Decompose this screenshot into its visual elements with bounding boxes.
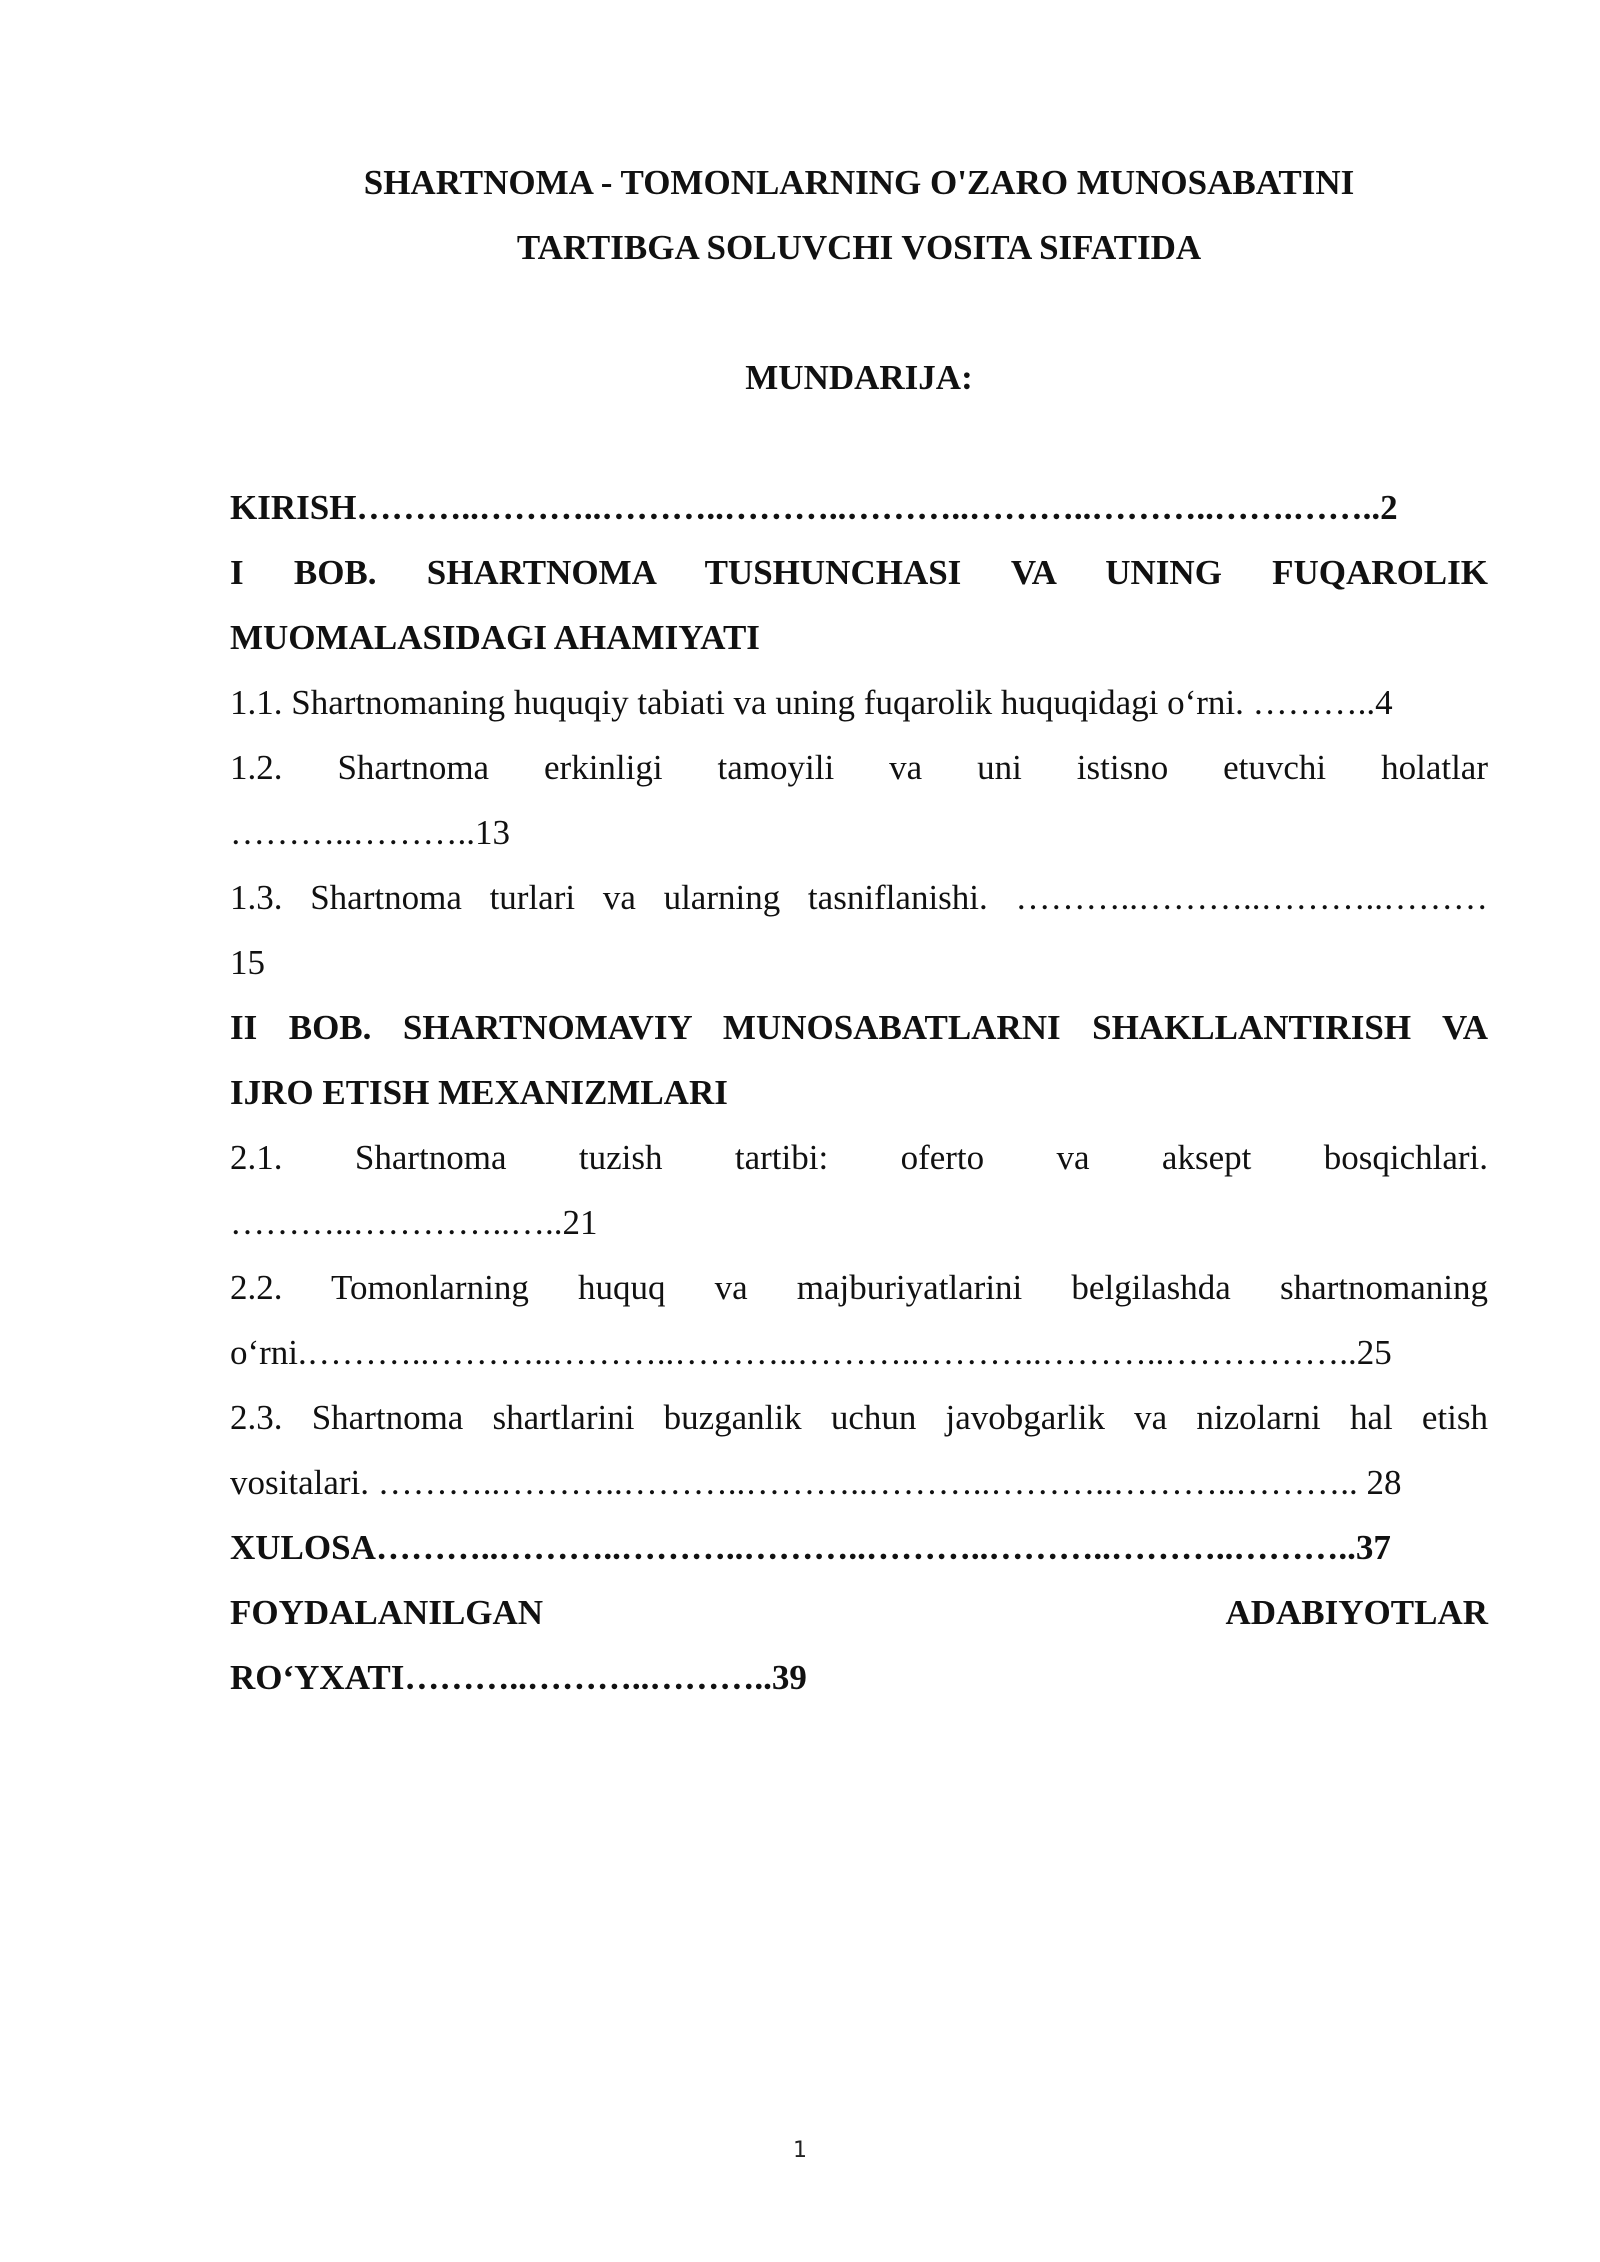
table-of-contents [230,475,1488,1710]
toc-section-2-3-line-2: vositalari. ………..………..………..………..………..………..………..……….. 28 [230,1463,1402,1502]
toc-section-1-2-line-1: 1.2. Shartnoma erkinligi tamoyili va uni istisno etuvchi holatlar [230,748,1488,787]
toc-section-1-2-line-2: ………..………..13 [230,813,510,852]
toc-section-1-1: 1.1. Shartnomaning huquqiy tabiati va uning fuqarolik huquqidagi o‘rni. ………..4 [230,683,1393,722]
toc-section-2-1-line-2: ………..…………..…..21 [230,1203,598,1242]
toc-entry-xulosa: XULOSA………..………..………..………..………..………..………..………..37 [230,1528,1391,1567]
toc-heading: MUNDARIJA: [745,358,973,397]
toc-section-2-3-line-1: 2.3. Shartnoma shartlarini buzganlik uchun javobgarlik va nizolarni hal etish [230,1398,1488,1437]
document-title [230,150,1488,280]
title-line-2: TARTIBGA SOLUVCHI VOSITA SIFATIDA [516,228,1202,267]
page-content [230,150,1488,1710]
toc-chapter-2-line-2: IJRO ETISH MEXANIZMLARI [230,1073,728,1112]
toc-entry-kirish: KIRISH………..………..………..………..………..………..………..…….……..2 [230,488,1398,527]
toc-references-line-2: RO‘YXATI………..………..………..39 [230,1658,807,1697]
toc-section-2-2-line-2: o‘rni.………..………..………..………..………..………..………..……………..25 [230,1333,1392,1372]
toc-section-1-3-line-2: 15 [230,943,265,982]
title-line-1: SHARTNOMA - TOMONLARNING O'ZARO MUNOSABATINI [363,163,1355,202]
toc-chapter-2-line-1: II BOB. SHARTNOMAVIY MUNOSABATLARNI SHAKLLANTIRISH VA [230,1008,1488,1047]
toc-chapter-1-line-2: MUOMALASIDAGI AHAMIYATI [230,618,760,657]
toc-section-2-2-line-1: 2.2. Tomonlarning huquq va majburiyatlarini belgilashda shartnomaning [230,1268,1488,1307]
toc-references-line-1: FOYDALANILGAN ADABIYOTLAR [230,1593,1488,1632]
toc-section-2-1-line-1: 2.1. Shartnoma tuzish tartibi: oferto va aksept bosqichlari. [230,1138,1488,1177]
toc-chapter-1-line-1: I BOB. SHARTNOMA TUSHUNCHASI VA UNING FUQAROLIK [230,553,1488,592]
page-number: 1 [793,2138,807,2163]
toc-section-1-3-line-1: 1.3. Shartnoma turlari va ularning tasniflanishi. ………..………..………..……… [230,878,1488,917]
